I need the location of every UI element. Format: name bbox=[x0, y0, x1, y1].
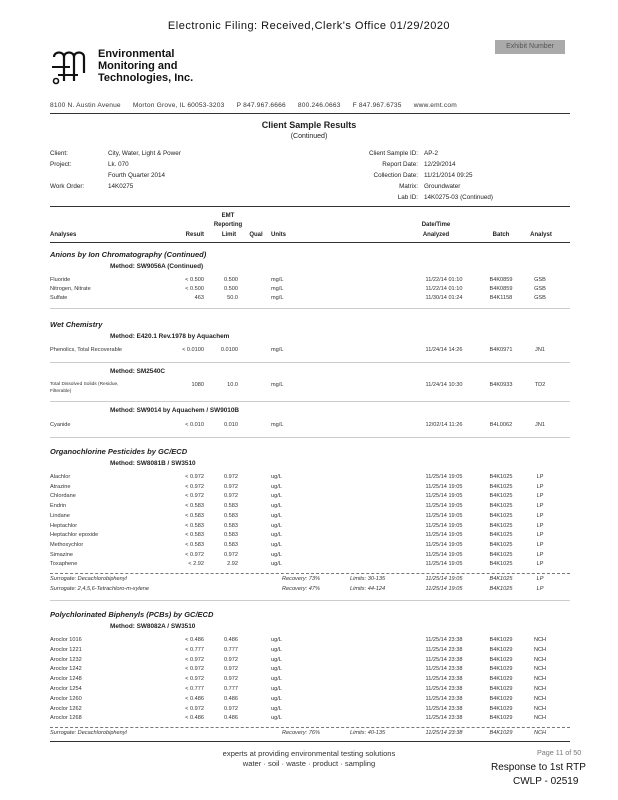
divider bbox=[50, 308, 570, 309]
unit: ug/L bbox=[271, 512, 282, 519]
date: 11/25/14 23:38 bbox=[425, 730, 463, 736]
result: < 0.500 bbox=[185, 277, 204, 283]
page-number: Page 11 of 50 bbox=[537, 748, 582, 757]
collection-value: 11/21/2014 09:25 bbox=[424, 172, 473, 179]
limit: 0.500 bbox=[224, 277, 238, 283]
company-name-line3: Technologies, Inc. bbox=[98, 72, 194, 84]
col-result: Result bbox=[185, 232, 204, 238]
analyte: Phenolics, Total Recoverable bbox=[50, 347, 123, 353]
analyte: Aroclor 1221 bbox=[50, 646, 82, 653]
reportdate-label: Report Date: bbox=[382, 161, 418, 168]
recovery: Recovery: 76% bbox=[282, 730, 320, 736]
analyte: Aroclor 1262 bbox=[50, 705, 82, 712]
analyst: NCH bbox=[533, 686, 547, 692]
analyst: LP bbox=[536, 532, 544, 539]
analyte: Chlordane bbox=[50, 493, 76, 500]
unit: ug/L bbox=[271, 695, 282, 702]
col-qual: Qual bbox=[249, 232, 263, 238]
client-label: Client: bbox=[50, 150, 68, 157]
reportdate-value: 12/29/2014 bbox=[424, 161, 456, 168]
date: 11/25/14 23:38 bbox=[425, 676, 463, 683]
result: < 0.583 bbox=[185, 541, 204, 548]
date: 11/25/14 19:05 bbox=[425, 541, 463, 548]
result: < 0.486 bbox=[185, 637, 204, 643]
analyst: GSB bbox=[534, 286, 546, 292]
limit: 0.486 bbox=[224, 637, 238, 643]
col-limit: Limit bbox=[221, 232, 237, 238]
table-row bbox=[50, 523, 570, 533]
table-row bbox=[50, 686, 570, 696]
unit: ug/L bbox=[271, 474, 282, 480]
address-street: 8100 N. Austin Avenue bbox=[50, 102, 121, 109]
analyte: Methoxychlor bbox=[50, 541, 84, 548]
unit: mg/L bbox=[271, 347, 284, 353]
address-fax: F 847.967.6735 bbox=[352, 102, 402, 109]
section-title: Anions by Ion Chromatography (Continued) bbox=[50, 250, 207, 259]
batch: B4K1029 bbox=[489, 646, 513, 653]
table-row bbox=[50, 422, 570, 432]
date: 11/25/14 19:05 bbox=[425, 551, 463, 558]
limit: 50.0 bbox=[227, 295, 238, 301]
col-datetime: Date/Time bbox=[421, 222, 451, 228]
date: 11/25/14 19:05 bbox=[425, 474, 463, 480]
analyst: NCH bbox=[533, 656, 547, 663]
analyte: Cyanide bbox=[50, 422, 71, 428]
limit: 0.583 bbox=[224, 512, 238, 519]
filing-stamp-text: Electronic Filing: Received,Clerk's Office 01/29/2020 bbox=[167, 20, 451, 32]
divider bbox=[50, 113, 570, 114]
analyst: LP bbox=[536, 493, 544, 500]
limit: 0.972 bbox=[224, 676, 238, 683]
result: < 2.92 bbox=[188, 561, 204, 568]
matrix-value: Groundwater bbox=[424, 183, 461, 190]
date: 11/25/14 23:38 bbox=[425, 715, 463, 722]
result: < 0.583 bbox=[185, 532, 204, 539]
limit: 0.486 bbox=[224, 695, 238, 702]
batch: B4K1025 bbox=[489, 483, 513, 490]
limit: 0.972 bbox=[224, 493, 238, 500]
divider bbox=[50, 437, 570, 438]
analyst: GSB bbox=[534, 295, 546, 301]
project-label: Project: bbox=[50, 161, 72, 168]
address-web: www.emt.com bbox=[413, 102, 457, 109]
result: < 0.0100 bbox=[182, 347, 204, 353]
batch: B4K0859 bbox=[489, 277, 513, 283]
analyte: Atrazine bbox=[50, 483, 71, 490]
analyst: NCH bbox=[533, 730, 547, 736]
unit: mg/L bbox=[271, 277, 284, 283]
page-title: Client Sample Results bbox=[261, 120, 357, 130]
unit: ug/L bbox=[271, 705, 282, 712]
table-row bbox=[50, 552, 570, 562]
result: < 0.583 bbox=[185, 503, 204, 510]
surrogate-row bbox=[50, 576, 570, 586]
surrogate-row bbox=[50, 586, 570, 596]
table-row bbox=[50, 696, 570, 706]
batch: B4K1025 bbox=[489, 561, 513, 568]
surrogate-row bbox=[50, 730, 570, 740]
result: < 0.972 bbox=[185, 676, 204, 683]
table-row bbox=[50, 532, 570, 542]
date: 11/25/14 23:38 bbox=[425, 666, 463, 673]
analyst: LP bbox=[536, 576, 544, 582]
limit: 2.92 bbox=[227, 561, 238, 568]
method-label: Method: SW8081B / SW3510 bbox=[110, 460, 196, 467]
batch: B4K1025 bbox=[489, 541, 513, 548]
col-analyzed: Analyzed bbox=[422, 232, 450, 238]
date: 11/25/14 19:05 bbox=[425, 512, 463, 519]
footer-tagline: experts at providing environmental testing solutions bbox=[222, 749, 396, 758]
analyte: Alachlor bbox=[50, 474, 71, 480]
analyte: Aroclor 1242 bbox=[50, 666, 82, 673]
col-emt: EMT bbox=[221, 213, 235, 219]
labid-label: Lab ID: bbox=[397, 194, 418, 201]
unit: ug/L bbox=[271, 637, 282, 643]
unit: ug/L bbox=[271, 493, 282, 500]
batch: B4K1158 bbox=[489, 295, 513, 301]
limit: 0.777 bbox=[224, 686, 238, 692]
result: < 0.972 bbox=[185, 483, 204, 490]
recovery: Recovery: 73% bbox=[282, 576, 320, 582]
table-row bbox=[50, 484, 570, 494]
analyst: NCH bbox=[533, 705, 547, 712]
limit: 0.777 bbox=[224, 646, 238, 653]
result: < 0.500 bbox=[185, 286, 204, 292]
table-row bbox=[50, 715, 570, 725]
analyte: Heptachlor epoxide bbox=[50, 532, 99, 539]
section-title: Wet Chemistry bbox=[50, 320, 103, 329]
analyst: LP bbox=[536, 561, 544, 568]
date: 11/25/14 19:05 bbox=[425, 493, 463, 500]
method-label: Method: SW9014 by Aquachem / SW9010B bbox=[110, 407, 240, 414]
analyst: LP bbox=[536, 483, 544, 490]
date: 11/24/14 14:26 bbox=[425, 347, 463, 353]
table-row bbox=[50, 474, 570, 484]
divider bbox=[50, 573, 570, 574]
table-row bbox=[50, 503, 570, 513]
collection-label: Collection Date: bbox=[373, 172, 418, 179]
batch: B4K1029 bbox=[489, 730, 513, 736]
unit: ug/L bbox=[271, 541, 282, 548]
analyte: Heptachlor bbox=[50, 522, 78, 529]
divider bbox=[50, 206, 570, 207]
divider bbox=[50, 727, 570, 728]
table-row bbox=[50, 513, 570, 523]
batch: B4K1029 bbox=[489, 686, 513, 692]
table-row bbox=[50, 637, 570, 647]
analyst: LP bbox=[536, 503, 544, 510]
limit: 0.500 bbox=[224, 286, 238, 292]
table-row bbox=[50, 542, 570, 552]
method-label: Method: SW9056A (Continued) bbox=[110, 263, 204, 270]
divider bbox=[50, 401, 570, 402]
analyte: Aroclor 1248 bbox=[50, 676, 82, 683]
analyte: Aroclor 1254 bbox=[50, 686, 82, 692]
unit: ug/L bbox=[271, 483, 282, 490]
result: 463 bbox=[194, 295, 204, 301]
unit: mg/L bbox=[271, 422, 284, 428]
batch: B4K1029 bbox=[489, 666, 513, 673]
analyte-cont: Filterable) bbox=[50, 389, 72, 394]
result: < 0.972 bbox=[185, 666, 204, 673]
result: 1080 bbox=[191, 382, 204, 388]
divider bbox=[50, 242, 570, 243]
workorder-value: 14K0275 bbox=[108, 183, 134, 190]
analyte: Simazine bbox=[50, 551, 74, 558]
result: < 0.972 bbox=[185, 656, 204, 663]
address-tollfree: 800.246.0663 bbox=[297, 102, 341, 109]
limits: Limits: 30-135 bbox=[350, 576, 386, 582]
workorder-label: Work Order: bbox=[50, 183, 85, 190]
batch: B4K1025 bbox=[489, 576, 513, 582]
analyte: Nitrogen, Nitrate bbox=[50, 286, 91, 292]
result: < 0.583 bbox=[185, 512, 204, 519]
limit: 0.583 bbox=[224, 532, 238, 539]
divider bbox=[50, 741, 570, 742]
batch: B4K1025 bbox=[489, 522, 513, 529]
analyst: LP bbox=[536, 585, 544, 592]
table-row bbox=[50, 676, 570, 686]
client-value: City, Water, Light & Power bbox=[108, 150, 181, 157]
date: 11/25/14 19:05 bbox=[425, 532, 463, 539]
company-name-line1: Environmental bbox=[98, 48, 175, 60]
batch: B4K1025 bbox=[489, 503, 513, 510]
limit: 0.972 bbox=[224, 705, 238, 712]
date: 11/25/14 23:38 bbox=[425, 695, 463, 702]
divider bbox=[50, 362, 570, 363]
limit: 0.010 bbox=[224, 422, 238, 428]
exhibit-stamp: Exhibit Number bbox=[495, 40, 565, 54]
date: 11/25/14 19:05 bbox=[425, 561, 463, 568]
result: < 0.486 bbox=[185, 715, 204, 722]
unit: ug/L bbox=[271, 646, 282, 653]
method-label: Method: SW8082A / SW3510 bbox=[110, 623, 196, 630]
batch: B4L0062 bbox=[489, 422, 513, 428]
col-analyst: Analyst bbox=[530, 232, 552, 238]
batch: B4K1029 bbox=[489, 705, 513, 712]
date: 11/25/14 19:05 bbox=[425, 576, 463, 582]
divider bbox=[50, 600, 570, 601]
unit: ug/L bbox=[271, 686, 282, 692]
limit: 10.0 bbox=[227, 382, 238, 388]
matrix-label: Matrix: bbox=[399, 183, 418, 190]
analyte: Total Dissolved Solids (Residue, bbox=[50, 382, 119, 387]
table-row bbox=[50, 347, 570, 357]
unit: ug/L bbox=[271, 551, 282, 558]
col-reporting: Reporting bbox=[213, 222, 243, 228]
limits: Limits: 44-124 bbox=[350, 585, 386, 592]
address-city: Morton Grove, IL 60053-3203 bbox=[132, 102, 225, 109]
analyte: Surrogate: 2,4,5,6-Tetrachloro-m-xylene bbox=[50, 585, 149, 592]
address-phone: P 847.967.6666 bbox=[236, 102, 286, 109]
analyst: NCH bbox=[533, 695, 547, 702]
table-row bbox=[50, 493, 570, 503]
analyst: NCH bbox=[533, 637, 547, 643]
unit: ug/L bbox=[271, 715, 282, 722]
analyst: NCH bbox=[533, 676, 547, 683]
batch: B4K1029 bbox=[489, 656, 513, 663]
method-label: Method: SM2540C bbox=[110, 368, 166, 375]
analyst: NCH bbox=[533, 646, 547, 653]
limit: 0.972 bbox=[224, 551, 238, 558]
limits: Limits: 40-135 bbox=[350, 730, 386, 736]
limit: 0.972 bbox=[224, 656, 238, 663]
method-label: Method: E420.1 Rev.1978 by Aquachem bbox=[110, 333, 230, 340]
date: 11/24/14 10:30 bbox=[425, 382, 463, 388]
table-row bbox=[50, 666, 570, 676]
table-row bbox=[50, 647, 570, 657]
batch: B4K1025 bbox=[489, 512, 513, 519]
result: < 0.972 bbox=[185, 474, 204, 480]
unit: ug/L bbox=[271, 676, 282, 683]
analyte: Toxaphene bbox=[50, 561, 78, 568]
date: 11/25/14 23:38 bbox=[425, 646, 463, 653]
date: 11/25/14 19:05 bbox=[425, 585, 463, 592]
company-address bbox=[50, 102, 570, 109]
analyte: Aroclor 1232 bbox=[50, 656, 82, 663]
sampleid-label: Client Sample ID: bbox=[369, 150, 418, 157]
unit: mg/L bbox=[271, 295, 284, 301]
analyst: JN1 bbox=[535, 347, 545, 353]
sampleid-value: AP-2 bbox=[424, 150, 438, 157]
section-title: Organochlorine Pesticides by GC/ECD bbox=[50, 447, 188, 456]
limit: 0.0100 bbox=[220, 347, 238, 353]
batch: B4K0933 bbox=[489, 382, 513, 388]
date: 11/25/14 23:38 bbox=[425, 705, 463, 712]
result: < 0.972 bbox=[185, 551, 204, 558]
date: 12/02/14 11:26 bbox=[425, 422, 463, 428]
result: < 0.972 bbox=[185, 493, 204, 500]
limit: 0.972 bbox=[224, 483, 238, 490]
bates-number: CWLP - 02519 bbox=[513, 776, 579, 787]
company-name bbox=[98, 48, 193, 84]
col-batch: Batch bbox=[492, 232, 510, 238]
batch: B4K1025 bbox=[489, 585, 513, 592]
batch: B4K1029 bbox=[489, 637, 513, 643]
project-value: Lk. 070 bbox=[108, 161, 129, 168]
table-row bbox=[50, 295, 570, 305]
analyst: GSB bbox=[534, 277, 546, 283]
footer-services: water · soil · waste · product · sampling bbox=[242, 759, 376, 768]
unit: ug/L bbox=[271, 522, 282, 529]
analyte: Surrogate: Decachlorobiphenyl bbox=[50, 730, 127, 736]
analyte: Lindane bbox=[50, 512, 70, 519]
unit: ug/L bbox=[271, 656, 282, 663]
result: < 0.010 bbox=[185, 422, 204, 428]
batch: B4K0859 bbox=[489, 286, 513, 292]
batch: B4K1025 bbox=[489, 474, 513, 480]
analyst: LP bbox=[536, 512, 544, 519]
analyte: Aroclor 1268 bbox=[50, 715, 82, 722]
section-title: Polychlorinated Biphenyls (PCBs) by GC/ECD bbox=[50, 610, 214, 619]
unit: ug/L bbox=[271, 561, 282, 568]
batch: B4K1029 bbox=[489, 715, 513, 722]
table-row bbox=[50, 561, 570, 571]
analyte: Fluoride bbox=[50, 277, 71, 283]
result: < 0.486 bbox=[185, 695, 204, 702]
date: 11/25/14 19:05 bbox=[425, 483, 463, 490]
limit: 0.583 bbox=[224, 522, 238, 529]
date: 11/22/14 01:10 bbox=[425, 277, 463, 283]
date: 11/25/14 19:05 bbox=[425, 522, 463, 529]
table-row bbox=[50, 382, 570, 398]
date: 11/22/14 01:10 bbox=[425, 286, 463, 292]
analyst: LP bbox=[536, 551, 544, 558]
batch: B4K1025 bbox=[489, 532, 513, 539]
batch: B4K1029 bbox=[489, 676, 513, 683]
unit: ug/L bbox=[271, 666, 282, 673]
date: 11/25/14 23:38 bbox=[425, 686, 463, 692]
analyst: TD2 bbox=[534, 382, 546, 388]
analyte: Endrin bbox=[50, 503, 67, 510]
table-row bbox=[50, 706, 570, 716]
page-subtitle: (Continued) bbox=[290, 133, 328, 140]
recovery: Recovery: 47% bbox=[282, 585, 320, 592]
limit: 0.583 bbox=[224, 503, 238, 510]
analyst: LP bbox=[536, 474, 544, 480]
analyst: JN1 bbox=[535, 422, 545, 428]
limit: 0.486 bbox=[224, 715, 238, 722]
analyte: Surrogate: Decachlorobiphenyl bbox=[50, 576, 127, 582]
batch: B4K1025 bbox=[489, 493, 513, 500]
date: 11/30/14 01:24 bbox=[425, 295, 463, 301]
response-label: Response to 1st RTP bbox=[491, 762, 586, 773]
date: 11/25/14 19:05 bbox=[425, 503, 463, 510]
analyte: Sulfate bbox=[50, 295, 68, 301]
company-name-line2: Monitoring and bbox=[98, 60, 178, 72]
result: < 0.972 bbox=[185, 705, 204, 712]
batch: B4K1025 bbox=[489, 551, 513, 558]
table-row bbox=[50, 657, 570, 667]
col-analyses: Analyses bbox=[50, 232, 77, 238]
batch: B4K1029 bbox=[489, 695, 513, 702]
analyte: Aroclor 1260 bbox=[50, 695, 82, 702]
analyst: NCH bbox=[533, 715, 547, 722]
analyst: LP bbox=[536, 522, 544, 529]
result: < 0.777 bbox=[185, 646, 204, 653]
analyst: LP bbox=[536, 541, 544, 548]
col-units: Units bbox=[271, 232, 286, 238]
company-logo-icon bbox=[50, 47, 88, 85]
result: < 0.583 bbox=[185, 522, 204, 529]
analyte: Aroclor 1016 bbox=[50, 637, 82, 643]
limit: 0.583 bbox=[224, 541, 238, 548]
labid-value: 14K0275-03 (Continued) bbox=[424, 194, 493, 201]
date: 11/25/14 23:38 bbox=[425, 656, 463, 663]
unit: mg/L bbox=[271, 286, 284, 292]
batch: B4K0971 bbox=[489, 347, 513, 353]
limit: 0.972 bbox=[224, 474, 238, 480]
result: < 0.777 bbox=[185, 686, 204, 692]
date: 11/25/14 23:38 bbox=[425, 637, 463, 643]
project-period: Fourth Quarter 2014 bbox=[108, 172, 166, 179]
unit: ug/L bbox=[271, 532, 282, 539]
limit: 0.972 bbox=[224, 666, 238, 673]
unit: ug/L bbox=[271, 503, 282, 510]
unit: mg/L bbox=[271, 382, 284, 388]
analyst: NCH bbox=[533, 666, 547, 673]
